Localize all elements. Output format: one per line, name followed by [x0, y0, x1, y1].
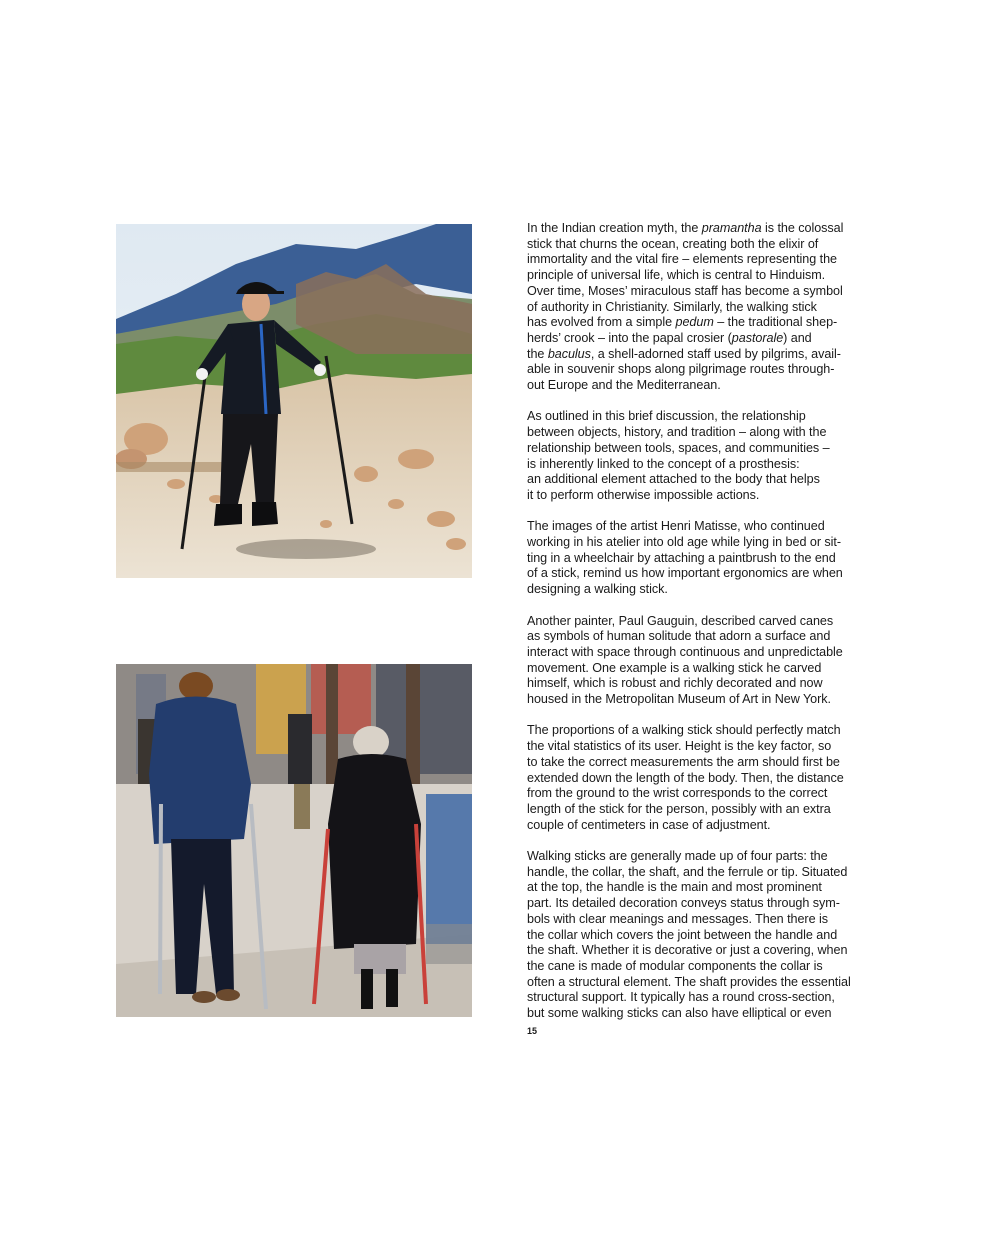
text-segment: often a structural element. The shaft provides the essential — [527, 974, 851, 989]
text-segment: from the ground to the wrist corresponds to the correct — [527, 786, 828, 801]
text-line — [527, 990, 889, 1006]
text-line — [527, 614, 889, 630]
text-segment: working in his atelier into old age while lying in bed or sit- — [527, 535, 842, 550]
text-segment: designing a walking stick. — [527, 582, 668, 597]
text-segment: Walking sticks are generally made up of four parts: the — [527, 849, 828, 864]
text-segment: principle of universal life, which is central to Hinduism. — [527, 268, 826, 283]
text-segment: structural support. It typically has a round cross-section, — [527, 990, 835, 1005]
paragraph — [527, 519, 889, 598]
text-line — [527, 676, 889, 692]
text-line — [527, 692, 889, 708]
text-segment: The proportions of a walking stick should perfectly match — [527, 723, 841, 738]
text-segment: , a shell-adorned staff used by pilgrims, avail- — [590, 346, 841, 361]
text-line — [527, 912, 889, 928]
text-segment: immortality and the vital fire – elements representing the — [527, 252, 837, 267]
text-line — [527, 865, 889, 881]
text-segment: part. Its detailed decoration conveys status through sym- — [527, 896, 840, 911]
text-line — [527, 880, 889, 896]
text-line — [527, 723, 889, 739]
text-segment: at the top, the handle is the main and most prominent — [527, 880, 822, 895]
text-line — [527, 300, 889, 316]
text-line — [527, 441, 889, 457]
text-segment: – the traditional shep- — [713, 315, 838, 330]
text-segment: as symbols of human solitude that adorn a surface and — [527, 629, 831, 644]
text-segment: the shaft. Whether it is decorative or just a covering, when — [527, 943, 848, 958]
text-segment: between objects, history, and tradition – along with the — [527, 425, 827, 440]
text-segment: of a stick, remind us how important ergonomics are when — [527, 566, 843, 581]
paragraph — [527, 723, 889, 833]
text-line — [527, 551, 889, 567]
text-line — [527, 975, 889, 991]
text-segment: herds’ crook – into the papal crosier ( — [527, 330, 732, 345]
text-line — [527, 519, 889, 535]
text-line — [527, 221, 889, 237]
text-segment: has evolved from a simple — [527, 315, 676, 330]
photo-elderly-couple-with-crutches — [116, 664, 472, 1017]
text-segment: relationship between tools, spaces, and communities – — [527, 440, 830, 455]
text-segment: out Europe and the Mediterranean. — [527, 378, 721, 393]
text-segment: extended down the length of the body. Then, the distance — [527, 770, 844, 785]
text-line — [527, 661, 889, 677]
text-segment: himself, which is robust and richly decorated and now — [527, 676, 823, 691]
page-number: 15 — [527, 1026, 538, 1036]
italic-term: pedum — [675, 315, 714, 330]
text-line — [527, 488, 889, 504]
text-line — [527, 582, 889, 598]
italic-term: baculus — [547, 346, 591, 361]
text-segment: to take the correct measurements the arm should first be — [527, 754, 840, 769]
text-line — [527, 755, 889, 771]
text-segment: movement. One example is a walking stick he carved — [527, 660, 822, 675]
paragraph — [527, 614, 889, 708]
text-segment: The images of the artist Henri Matisse, who continued — [527, 519, 825, 534]
text-segment: bols with clear meanings and messages. Then there is — [527, 911, 828, 926]
text-line — [527, 786, 889, 802]
text-line — [527, 409, 889, 425]
text-line — [527, 645, 889, 661]
text-segment: of authority in Christianity. Similarly, the walking stick — [527, 299, 817, 314]
text-segment: ting in a wheelchair by attaching a paintbrush to the end — [527, 550, 836, 565]
photo-hiker-with-trekking-poles — [116, 224, 472, 578]
street-illustration — [116, 664, 472, 1017]
text-line — [527, 457, 889, 473]
text-segment: the — [527, 346, 548, 361]
text-segment: the vital statistics of its user. Height is the key factor, so — [527, 739, 832, 754]
text-line — [527, 315, 889, 331]
text-segment: handle, the collar, the shaft, and the ferrule or tip. Situated — [527, 864, 848, 879]
text-line — [527, 362, 889, 378]
text-segment: interact with space through continuous and unpredictable — [527, 644, 843, 659]
text-line — [527, 268, 889, 284]
text-segment: In the Indian creation myth, the — [527, 221, 702, 235]
text-segment: length of the stick for the person, possibly with an extra — [527, 801, 831, 816]
text-line — [527, 566, 889, 582]
paragraph — [527, 409, 889, 503]
text-line — [527, 943, 889, 959]
text-segment: ) and — [783, 330, 812, 345]
text-line — [527, 802, 889, 818]
text-line — [527, 818, 889, 834]
text-line — [527, 739, 889, 755]
body-text-column — [527, 221, 889, 1037]
text-segment: housed in the Metropolitan Museum of Art in New York. — [527, 692, 831, 707]
text-line — [527, 1006, 889, 1022]
text-line — [527, 284, 889, 300]
paragraph — [527, 221, 889, 394]
text-line — [527, 378, 889, 394]
text-segment: able in souvenir shops along pilgrimage routes through- — [527, 362, 835, 377]
text-line — [527, 331, 889, 347]
text-line — [527, 849, 889, 865]
text-segment: it to perform otherwise impossible actions. — [527, 487, 760, 502]
text-line — [527, 959, 889, 975]
text-segment: As outlined in this brief discussion, the relationship — [527, 409, 806, 424]
text-segment: but some walking sticks can also have elliptical or even — [527, 1006, 832, 1021]
paragraph — [527, 849, 889, 1022]
hiker-illustration — [116, 224, 472, 578]
text-line — [527, 252, 889, 268]
text-segment: the collar which covers the joint between the handle and — [527, 927, 838, 942]
italic-term: pramantha — [701, 221, 762, 235]
text-line — [527, 629, 889, 645]
text-segment: Another painter, Paul Gauguin, described carved canes — [527, 613, 834, 628]
text-segment: the cane is made of modular components the collar is — [527, 958, 823, 973]
text-segment: Over time, Moses’ miraculous staff has become a symbol — [527, 283, 843, 298]
text-line — [527, 771, 889, 787]
italic-term: pastorale — [731, 330, 784, 345]
text-line — [527, 896, 889, 912]
text-line — [527, 472, 889, 488]
text-line — [527, 237, 889, 253]
text-line — [527, 535, 889, 551]
text-line — [527, 425, 889, 441]
text-segment: an additional element attached to the body that helps — [527, 472, 820, 487]
text-segment: stick that churns the ocean, creating both the elixir of — [527, 236, 819, 251]
text-segment: is the colossal — [761, 221, 844, 235]
text-line — [527, 928, 889, 944]
text-line — [527, 347, 889, 363]
text-segment: is inherently linked to the concept of a prosthesis: — [527, 456, 800, 471]
text-segment: couple of centimeters in case of adjustment. — [527, 817, 771, 832]
